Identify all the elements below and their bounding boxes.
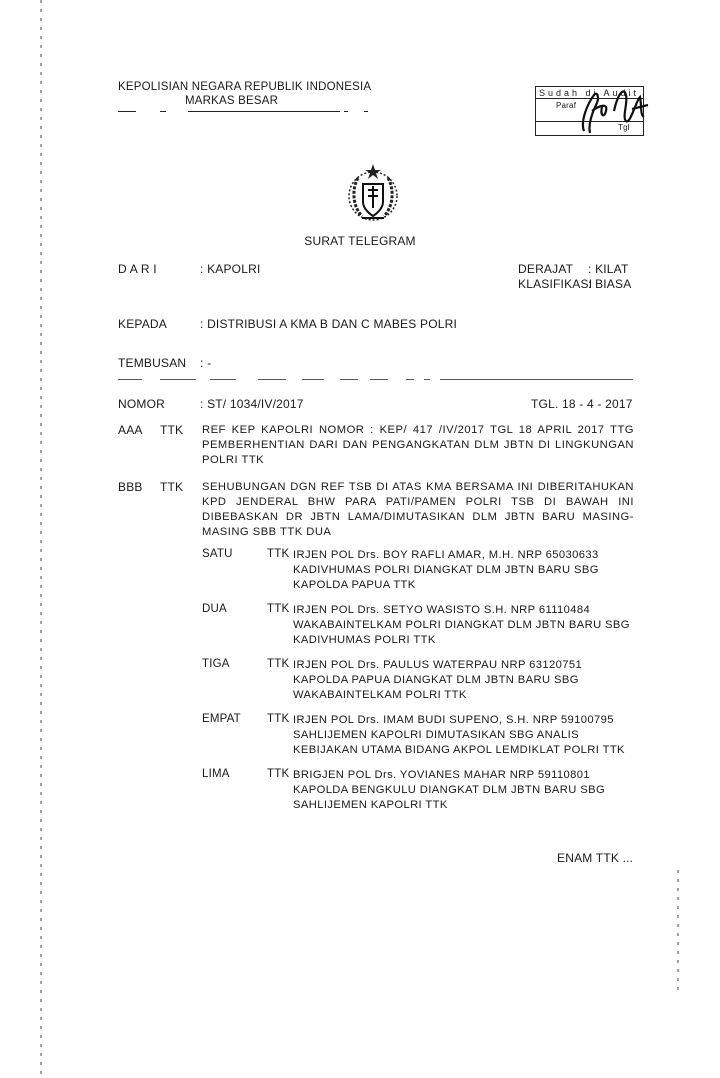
nomor-label: NOMOR bbox=[118, 397, 165, 411]
derajat-label: DERAJAT bbox=[518, 262, 574, 276]
derajat-value: : KILAT bbox=[588, 262, 629, 276]
document-title: SURAT TELEGRAM bbox=[304, 234, 416, 248]
audit-paraf-label: Paraf bbox=[556, 101, 577, 110]
police-emblem-icon bbox=[338, 158, 408, 228]
list-item: IRJEN POL Drs. BOY RAFLI AMAR, M.H. NRP 65030633 KADIVHUMAS POLRI DIANGKAT DLM JBTN BARU SBG KAPOLDA PAPUA TTK bbox=[293, 549, 599, 591]
list-item: IRJEN POL Drs. SETYO WASISTO S.H. NRP 61110484 WAKABAINTELKAM POLRI DIANGKAT DLM JBTN BARU SBG KADIVHUMAS POLRI TTK bbox=[293, 604, 630, 646]
letterhead-underline bbox=[160, 111, 166, 112]
kepada-value: : DISTRIBUSI A KMA B DAN C MABES POLRI bbox=[200, 317, 457, 331]
letterhead-underline bbox=[344, 111, 348, 112]
dari-label: D A R I bbox=[118, 262, 157, 276]
item-ttk: TTK bbox=[267, 658, 290, 670]
scan-edge-right bbox=[677, 870, 679, 990]
tembusan-label: TEMBUSAN bbox=[118, 356, 187, 370]
audit-stamp-title: Sudah di Audit bbox=[536, 87, 643, 99]
letterhead-underline bbox=[188, 111, 340, 112]
item-label: DUA bbox=[202, 603, 227, 615]
section-ttk: TTK bbox=[160, 423, 184, 437]
list-item: IRJEN POL Drs. IMAM BUDI SUPENO, S.H. NRP 59100795 SAHLIJEMEN KAPOLRI DIMUTASIKAN SBG ANALIS KEBIJAKAN UTAMA BIDANG AKPOL LEMDIKLAT POLRI TTK bbox=[293, 714, 625, 756]
section-text: REF KEP KAPOLRI NOMOR : KEP/ 417 /IV/2017 TGL 18 APRIL 2017 TTG PEMBERHENTIAN DARI DAN PENGANGKATAN DLM JBTN DI LINGKUNGAN POLRI TTK bbox=[202, 424, 634, 466]
list-item: IRJEN POL Drs. PAULUS WATERPAU NRP 63120751 KAPOLDA PAPUA DIANGKAT DLM JBTN BARU SBG WAKABAINTELKAM POLRI TTK bbox=[293, 659, 583, 701]
org-name: KEPOLISIAN NEGARA REPUBLIK INDONESIA bbox=[118, 81, 372, 93]
section-code: AAA bbox=[118, 423, 143, 437]
signature-mark bbox=[544, 81, 664, 141]
item-ttk: TTK bbox=[267, 548, 290, 560]
section-code: BBB bbox=[118, 480, 143, 494]
org-sub-name: MARKAS BESAR bbox=[185, 95, 279, 107]
tembusan-value: : - bbox=[200, 356, 212, 370]
audit-stamp bbox=[535, 86, 644, 136]
item-label: LIMA bbox=[202, 768, 230, 780]
nomor-value: : ST/ 1034/IV/2017 bbox=[200, 397, 304, 411]
tanggal-value: TGL. 18 - 4 - 2017 bbox=[531, 397, 633, 411]
scan-edge-left bbox=[40, 0, 42, 1078]
item-label: SATU bbox=[202, 548, 233, 560]
kepada-label: KEPADA bbox=[118, 317, 167, 331]
item-ttk: TTK bbox=[267, 713, 290, 725]
klasifikasi-label: KLASIFIKASI bbox=[518, 277, 593, 291]
letterhead-underline bbox=[118, 111, 136, 112]
separator-line bbox=[118, 379, 633, 380]
dari-value: : KAPOLRI bbox=[200, 262, 261, 276]
item-label: EMPAT bbox=[202, 713, 241, 725]
item-ttk: TTK bbox=[267, 768, 290, 780]
letterhead-underline bbox=[364, 111, 368, 112]
item-ttk: TTK bbox=[267, 603, 290, 615]
section-ttk: TTK bbox=[160, 480, 184, 494]
section-text: SEHUBUNGAN DGN REF TSB DI ATAS KMA BERSAMA INI DIBERITAHUKAN KPD JENDERAL BHW PARA PATI/PAMEN POLRI TSB DI BAWAH INI DIBEBASKAN DR JBTN LAMA/DIMUTASIKAN DLM JBTN BARU MASING-MASING SBB TTK DUA bbox=[202, 481, 634, 538]
list-item: BRIGJEN POL Drs. YOVIANES MAHAR NRP 59110801 KAPOLDA BENGKULU DIANGKAT DLM JBTN BARU SBG SAHLIJEMEN KAPOLRI TTK bbox=[293, 769, 606, 811]
continuation-marker: ENAM TTK ... bbox=[557, 851, 634, 865]
audit-tgl-label: Tgl bbox=[618, 123, 630, 132]
item-label: TIGA bbox=[202, 658, 230, 670]
klasifikasi-value: : BIASA bbox=[588, 277, 632, 291]
